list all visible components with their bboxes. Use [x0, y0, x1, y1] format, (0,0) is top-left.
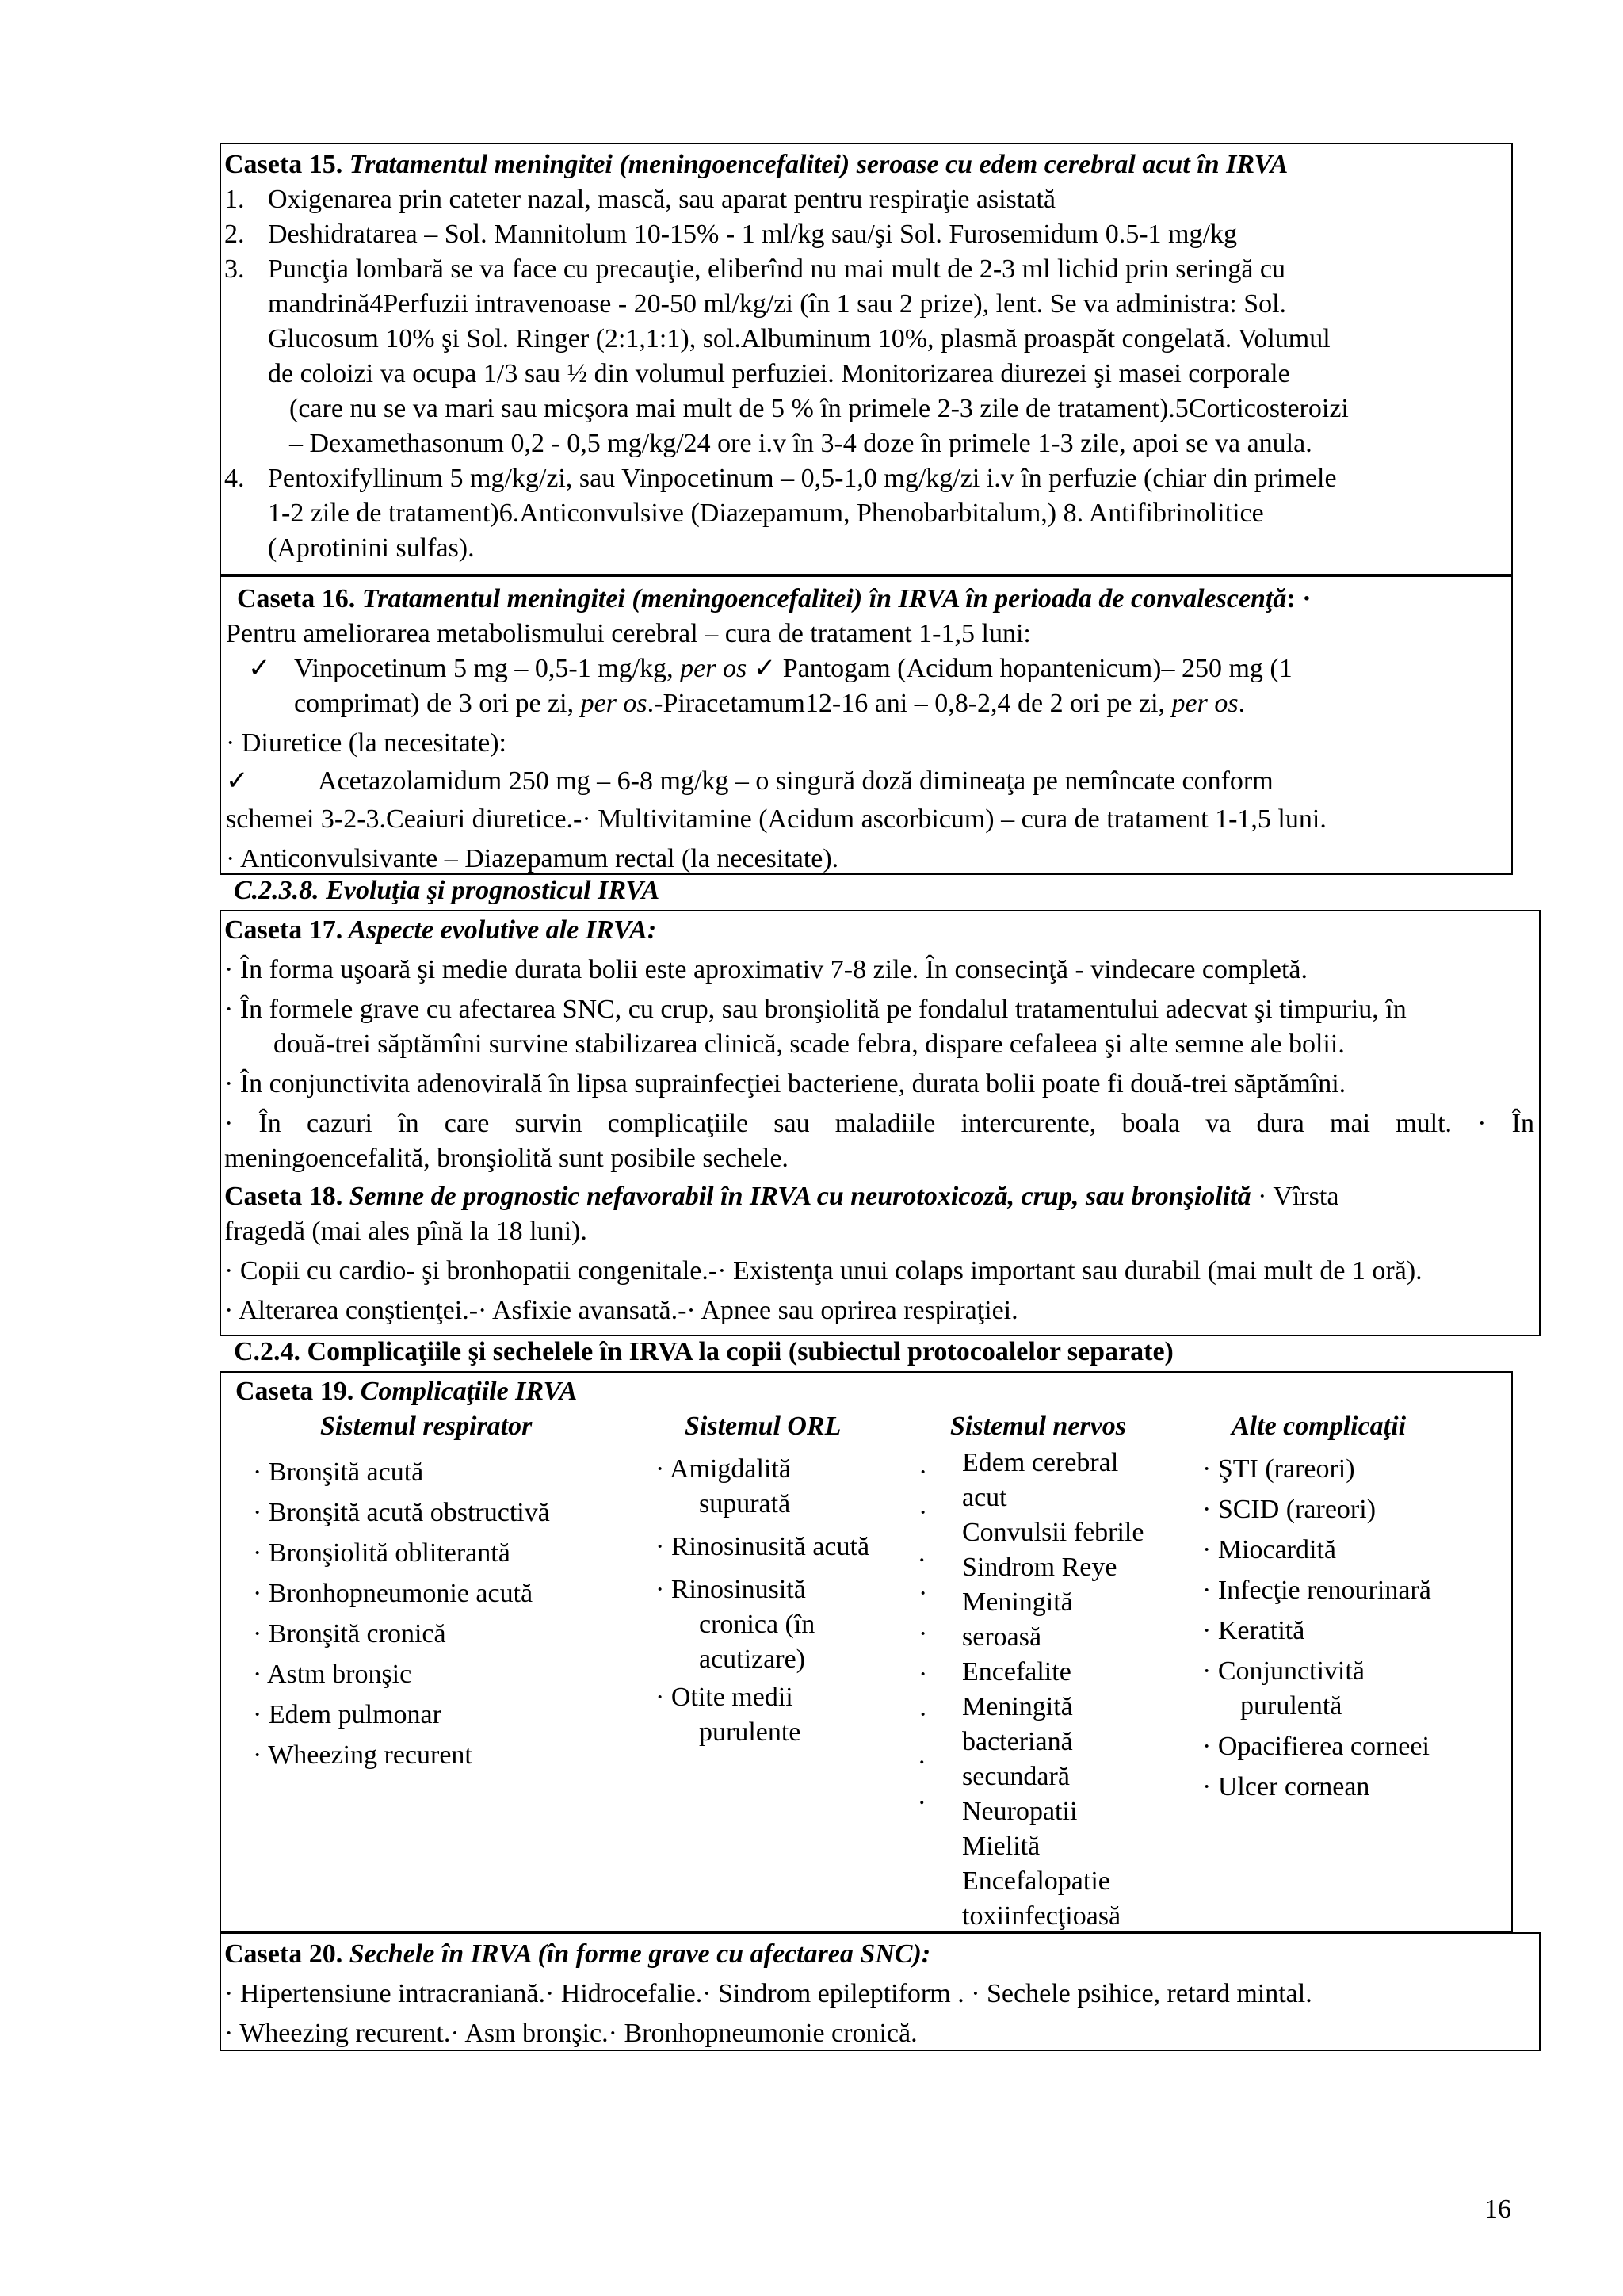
list-item: Convulsii febrile — [962, 1518, 1144, 1547]
list-item: bacteriană — [962, 1727, 1073, 1756]
list-item: · Astm bronşic — [253, 1660, 412, 1689]
caseta-19-box — [220, 1371, 1513, 1932]
caseta-15-item-4-cont: (Aprotinini sulfas). — [268, 533, 475, 563]
caseta-16-anticonv: · Anticonvulsivante – Diazepamum rectal (la necesitate). — [226, 844, 839, 873]
col-head-alte: Alte complicaţii — [1232, 1412, 1407, 1441]
caseta-16-check-a: ✓ Vinpocetinum 5 mg – 0,5-1 mg/kg, per os ✓ Pantogam (Acidum hopantenicum)– 250 mg (1 — [226, 651, 1511, 686]
col-head-orl: Sistemul ORL — [685, 1412, 842, 1441]
list-item: · Amigdalită — [655, 1454, 791, 1484]
caseta-18-line-3: · Alterarea conştienţei.-· Asfixie avansată.-· Apnee sau oprirea respiraţiei. — [224, 1296, 1018, 1325]
caseta-15-item-3-cont: – Dexamethasonum 0,2 - 0,5 mg/kg/24 ore i.v în 3-4 doze în primele 1-3 zile, apoi se va anula. — [289, 429, 1312, 458]
list-item: · Rinosinusită acută — [655, 1532, 870, 1561]
caseta-17-line-2: · În formele grave cu afectarea SNC, cu crup, sau bronşiolită pe fondalul tratamentului adecvat şi timpuriu, în — [224, 995, 1407, 1024]
list-item: seroasă — [962, 1622, 1042, 1652]
list-item: · Miocardită — [1202, 1535, 1336, 1564]
caseta-20-title: Caseta 20. Sechele în IRVA (în forme grave cu afectarea SNC): — [224, 1939, 931, 1969]
list-item: · Bronşită cronică — [253, 1619, 446, 1648]
list-item: · Bronhopneumonie acută — [253, 1579, 533, 1608]
list-item: · Infecţie renourinară — [1202, 1576, 1431, 1605]
caseta-15-title: Caseta 15. Tratamentul meningitei (meningoencefalitei) seroase cu edem cerebral acut în IRVA — [224, 150, 1289, 179]
col-nervos — [962, 1446, 1144, 1934]
list-item: · Otite medii — [655, 1683, 793, 1712]
col-alte — [1202, 1452, 1431, 1805]
caseta-15-item-2: 2. Deshidratarea – Sol. Mannitolum 10-15% - 1 ml/kg sau/şi Sol. Furosemidum 0.5-1 mg/kg — [224, 220, 1237, 249]
caseta-17-line-4: · În conjunctivita adenovirală în lipsa suprainfecţiei bacteriene, durata bolii poate fi două-trei săptămîni. — [224, 1069, 1346, 1098]
list-item: Sindrom Reye — [962, 1553, 1117, 1582]
list-item: Edem cerebral — [962, 1448, 1119, 1477]
caseta-15-item-4: 4. Pentoxifyllinum 5 mg/kg/zi, sau Vinpocetinum – 0,5-1,0 mg/kg/zi i.v în perfuzie (chiar din primele — [224, 464, 1337, 493]
caseta-17-line-6: meningoencefalită, bronşiolită sunt posibile sechele. — [224, 1144, 789, 1173]
caseta-18-line-1: fragedă (mai ales pînă la 18 luni). — [224, 1217, 587, 1246]
caseta-15-item-3-cont: (care nu se va mari sau micşora mai mult de 5 % în primele 2-3 zile de tratament).5Corticosteroizi — [289, 394, 1349, 423]
caseta-16-check-a-cont: comprimat) de 3 ori pe zi, per os.-Piracetamum12-16 ani – 0,8-2,4 de 2 ori pe zi, per os. — [294, 689, 1246, 718]
caseta-19-title: Caseta 19. Complicaţiile IRVA — [235, 1377, 578, 1406]
caseta-20-line-2: · Wheezing recurent.· Asm bronşic.· Bronhopneumonie cronică. — [224, 2019, 918, 2048]
list-item: · Bronşită acută — [253, 1457, 424, 1487]
checkmark-icon: ✓ — [248, 654, 271, 683]
caseta-17-title: Caseta 17. Aspecte evolutive ale IRVA: — [224, 915, 657, 945]
list-item: Meningită — [962, 1587, 1073, 1617]
caseta-18-line-2: · Copii cu cardio- şi bronhopatii congenitale.-· Existenţa unui colaps important sau durabil (mai mult de 1 oră). — [224, 1256, 1423, 1286]
list-item: Encefalite — [962, 1657, 1071, 1687]
caseta-15-box — [220, 143, 1513, 575]
list-item: Neuropatii — [962, 1797, 1078, 1826]
page-number: 16 — [1484, 2195, 1511, 2224]
list-item: · Bronşită acută obstructivă — [253, 1498, 550, 1527]
caseta-16-line-1: Pentru ameliorarea metabolismului cerebral – cura de tratament 1-1,5 luni: — [226, 619, 1031, 648]
caseta-15-item-3-cont: mandrină4Perfuzii intravenoase - 20-50 ml/kg/zi (în 1 sau 2 prize), lent. Se va administra: Sol. — [268, 289, 1287, 319]
list-item: cronica (în — [699, 1610, 815, 1639]
list-item: toxiinfecţioasă — [962, 1901, 1121, 1931]
list-item: · Ulcer cornean — [1202, 1772, 1370, 1801]
caseta-20-line-1: · Hipertensiune intracraniană.· Hidrocefalie.· Sindrom epileptiform . · Sechele psihice, retard mintal. — [224, 1979, 1312, 2008]
caseta-17-line-5: · În cazuri în care survin complicaţiile sau maladiile intercurente, boala va dura mai mult. · În — [224, 1109, 1534, 1138]
list-item: Meningită — [962, 1692, 1073, 1721]
col-head-respirator: Sistemul respirator — [320, 1412, 533, 1441]
caseta-16-title: Caseta 16. Tratamentul meningitei (meningoencefalitei) în IRVA în perioada de convalescenţă: · — [237, 584, 1312, 613]
list-item: · Edem pulmonar — [253, 1700, 441, 1729]
section-heading-c24: C.2.4. Complicaţiile şi sechelele în IRVA la copii (subiectul protocoalelor separate) — [234, 1337, 1174, 1366]
list-item: purulente — [699, 1717, 801, 1747]
caseta-18-title: Caseta 18. Semne de prognostic nefavorabil în IRVA cu neurotoxicoză, crup, sau bronşiolită · Vîrsta — [224, 1182, 1339, 1211]
caseta-15-item-3: 3. Puncţia lombară se va face cu precauţie, eliberînd nu mai mult de 2-3 ml lichid prin seringă cu — [224, 254, 1285, 284]
caseta-17-line-3: două-trei săptămîni survine stabilizarea clinică, scade febra, dispare cefaleea şi alte semne ale bolii. — [273, 1030, 1345, 1059]
list-item: · Conjunctivită — [1202, 1656, 1365, 1686]
list-item: purulentă — [1240, 1691, 1342, 1721]
caseta-16-check-b: ✓ Acetazolamidum 250 mg – 6-8 mg/kg – o singură doză dimineaţa pe nemîncate conform — [226, 764, 1511, 799]
list-item: · Bronşiolită obliterantă — [253, 1538, 510, 1568]
caseta-17-18-box — [220, 910, 1541, 1336]
list-item: secundară — [962, 1762, 1070, 1791]
list-item: supurată — [699, 1489, 791, 1519]
col-nervos-bullets: · · . · · · · . . — [918, 1457, 928, 1810]
list-item: Encefalopatie — [962, 1866, 1110, 1896]
col-respirator — [253, 1452, 550, 1775]
caseta-15-item-1: 1. Oxigenarea prin cateter nazal, mască, sau aparat pentru respiraţie asistată — [224, 185, 1056, 214]
list-item: acut — [962, 1483, 1007, 1512]
list-item: · SCID (rareori) — [1202, 1495, 1377, 1524]
section-heading-c238: C.2.3.8. Evoluţia şi prognosticul IRVA — [234, 876, 660, 905]
caseta-16-schemei: schemei 3-2-3.Ceaiuri diuretice.-· Multivitamine (Acidum ascorbicum) – cura de tratament 1-1,5 luni. — [226, 804, 1327, 834]
list-item: · Wheezing recurent — [253, 1740, 472, 1770]
list-item: · Rinosinusită — [655, 1575, 806, 1604]
caseta-15-item-3-cont: Glucosum 10% şi Sol. Ringer (2:1,1:1), sol.Albuminum 10%, plasmă proaspăt congelată. Volumul — [268, 324, 1331, 353]
list-item: · Opacifierea corneei — [1202, 1732, 1430, 1761]
caseta-16-box — [220, 575, 1513, 875]
col-head-nervos: Sistemul nervos — [950, 1412, 1126, 1441]
list-item: · ŞTI (rareori) — [1202, 1454, 1355, 1484]
caseta-20-box — [220, 1932, 1541, 2051]
caseta-17-line-1: · În forma uşoară şi medie durata bolii este aproximativ 7-8 zile. În consecinţă - vindecare completă. — [224, 955, 1308, 984]
col-orl — [655, 1452, 869, 1750]
list-item: acutizare) — [699, 1645, 805, 1674]
list-item: Mielită — [962, 1832, 1041, 1861]
caseta-15-item-4-cont: 1-2 zile de tratament)6.Anticonvulsive (Diazepamum, Phenobarbitalum,) 8. Antifibrinolitice — [268, 499, 1264, 528]
caseta-16-diuretice: · Diuretice (la necesitate): — [226, 728, 506, 758]
list-item: · Keratită — [1202, 1616, 1305, 1645]
checkmark-icon: ✓ — [753, 654, 777, 683]
caseta-15-item-3-cont: de coloizi va ocupa 1/3 sau ½ din volumul perfuziei. Monitorizarea diurezei şi masei corporale — [268, 359, 1290, 388]
checkmark-icon: ✓ — [226, 766, 249, 796]
